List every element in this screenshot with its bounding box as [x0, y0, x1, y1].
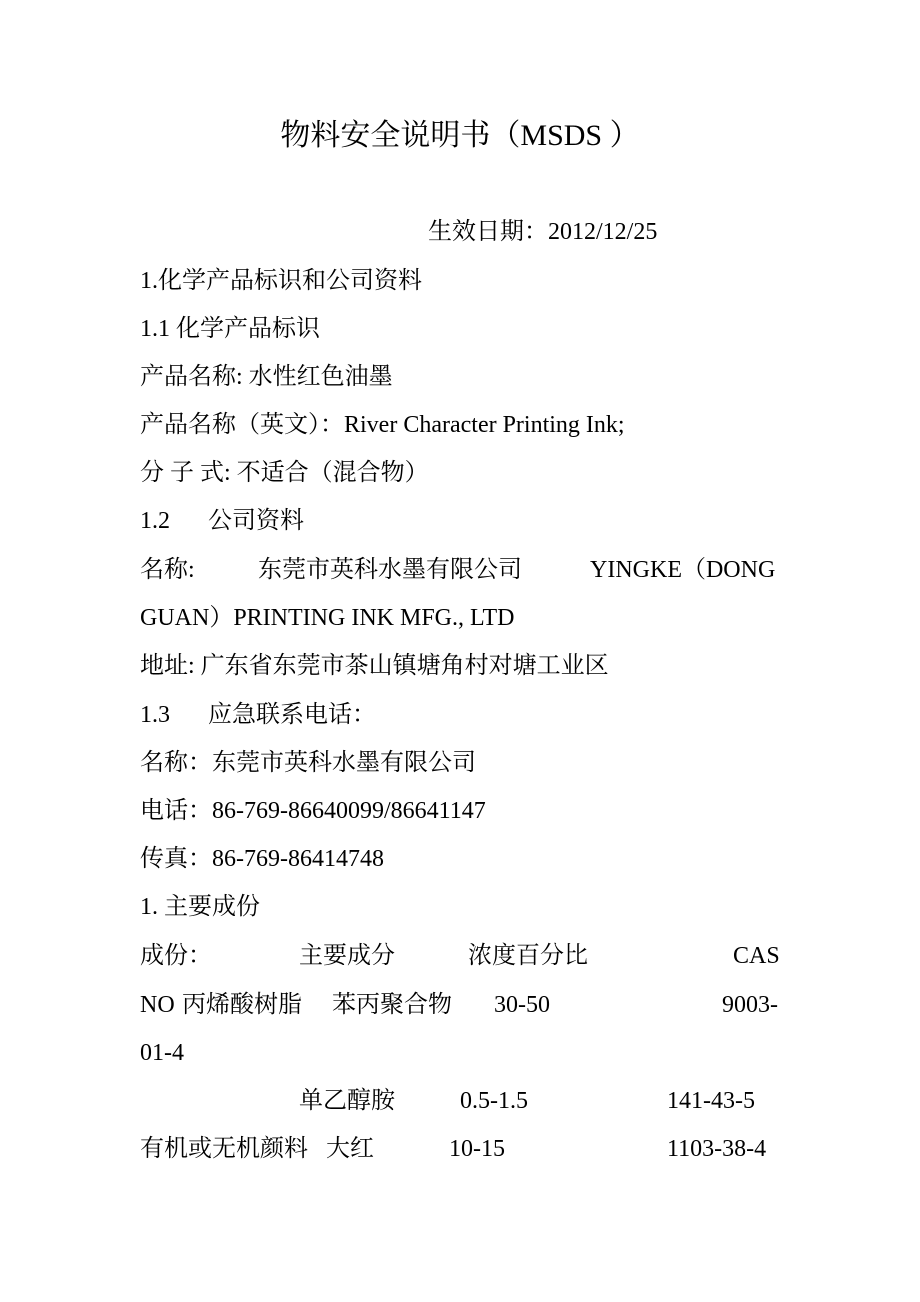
section1-2-number: 1.2 — [140, 508, 170, 534]
composition-header-cas: CAS — [733, 943, 780, 969]
company-name-en-part1: YINGKE（DONG — [590, 557, 776, 583]
composition-header-label: 成份： — [140, 943, 212, 969]
product-name: 产品名称: 水性红色油墨 — [140, 364, 393, 390]
contact-name: 名称：东莞市英科水墨有限公司 — [140, 750, 476, 776]
composition-row-cas-continued: 01-4 — [140, 1040, 184, 1066]
molecular-formula: 分 子 式: 不适合（混合物） — [140, 460, 429, 486]
company-label: 名称: — [140, 557, 195, 583]
section1-heading: 1.化学产品标识和公司资料 — [140, 268, 422, 294]
section1-3-heading: 应急联系电话： — [208, 702, 376, 728]
composition-row-concentration: 30-50 — [494, 992, 550, 1018]
company-name-en-part2: GUAN）PRINTING INK MFG., LTD — [140, 605, 515, 631]
effective-date: 生效日期：2012/12/25 — [428, 219, 658, 245]
composition-row-cas: 9003- — [722, 992, 778, 1018]
contact-fax: 传真：86-769-86414748 — [140, 846, 384, 872]
company-address: 地址: 广东省东莞市茶山镇塘角村对塘工业区 — [140, 653, 609, 679]
composition-row-cas: 141-43-5 — [667, 1088, 755, 1114]
composition-row-cas: 1103-38-4 — [667, 1136, 767, 1162]
composition-row-name: 苯丙聚合物 — [332, 992, 452, 1018]
section1-2-heading: 公司资料 — [208, 508, 304, 534]
product-name-en: 产品名称（英文）：River Character Printing Ink; — [140, 412, 625, 438]
composition-row-category: 有机或无机颜料 — [140, 1136, 308, 1162]
composition-header-main: 主要成分 — [299, 943, 395, 969]
section2-heading: 1. 主要成份 — [140, 894, 260, 920]
section1-3-number: 1.3 — [140, 702, 170, 728]
section1-1-heading: 1.1 化学产品标识 — [140, 316, 320, 342]
composition-header-concentration: 浓度百分比 — [468, 943, 588, 969]
composition-row-concentration: 0.5-1.5 — [460, 1088, 528, 1114]
company-name-cn: 东莞市英科水墨有限公司 — [258, 557, 522, 583]
document-title: 物料安全说明书（MSDS ） — [280, 119, 640, 152]
composition-row-name: 大红 — [326, 1136, 374, 1162]
composition-row-name: 单乙醇胺 — [299, 1088, 395, 1114]
composition-row-category: 丙烯酸树脂 — [182, 992, 302, 1018]
composition-header-cas-continued: NO — [140, 992, 175, 1018]
composition-row-concentration: 10-15 — [449, 1136, 505, 1162]
contact-phone: 电话：86-769-86640099/86641147 — [140, 798, 486, 824]
